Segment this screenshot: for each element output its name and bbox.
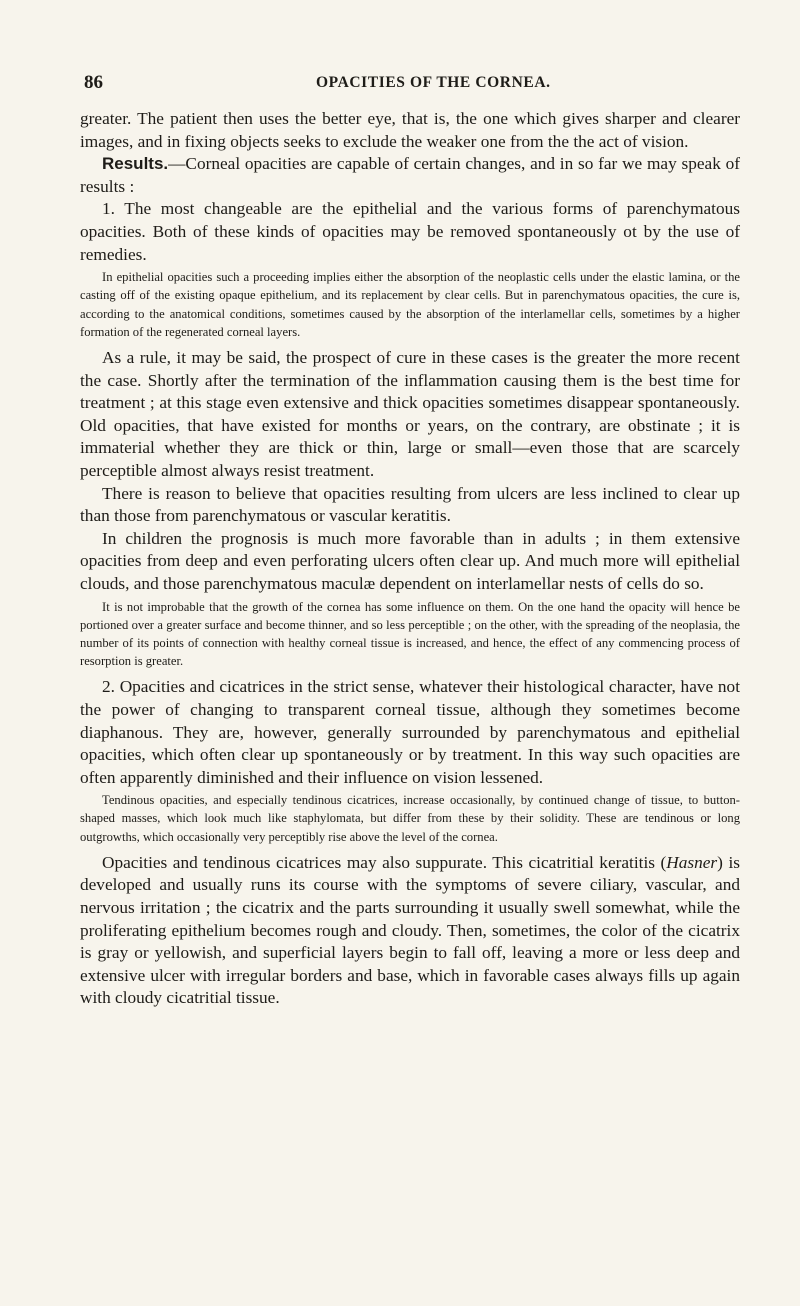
note-epithelial: In epithelial opacities such a proceeding implies either the absorption of the neoplastic cells under the elastic lamina, or the casting off of the existing opaque epithelium, and its replacement by clear cells. But in parenchymatous opacities, the cure is, according to the anatomical conditions, sometimes caused by the absorption of the interlamellar cells, sometimes by a higher formation of the regenerated corneal layers.: [80, 270, 740, 339]
results-heading: Results.: [102, 154, 169, 174]
suppurate-text-b: ) is developed and usually runs its course with the symptoms of severe ciliary, vascular, and nervous irritation ; the cicatrix and the parts surrounding it usually swell somewhat, while the proliferating epithelium becomes rough and cloudy. Then, sometimes, the color of the cicatrix is gray or yellowish, and superficial layers begin to fall off, leaving a more or less deep and extensive ulcer with irregular borders and base, which in favorable cases always fills up again with cloudy cicatritial tissue.: [80, 852, 740, 1008]
paragraph-results: [80, 153, 740, 198]
paragraph-ulcers: There is reason to believe that opacities resulting from ulcers are less inclined to clear up than those from parenchymatous or vascular keratitis.: [80, 483, 740, 526]
book-page: [80, 72, 740, 1010]
hasner-name: Hasner: [666, 852, 718, 872]
suppurate-text-a: Opacities and tendinous cicatrices may also suppurate. This cicatritial keratitis (: [102, 852, 667, 872]
running-title: OPACITIES OF THE CORNEA.: [316, 74, 551, 91]
paragraph-rule: As a rule, it may be said, the prospect of cure in these cases is the greater the more recent the case. Shortly after the termination of the inflammation causing them is the best time for treatment ; at this stage even extensive and thick opacities sometimes disappear spontaneously. Old opacities, that have existed for months or years, on the contrary, are obstinate ; it is immaterial whether they are thick or thin, large or small—even those that are scarcely perceptible almost always resist treatment.: [80, 347, 740, 480]
paragraph-cicatrices: 2. Opacities and cicatrices in the strict sense, whatever their histological character, have not the power of changing to transparent corneal tissue, although they sometimes become diaphanous. They are, however, generally surrounded by parenchymatous and epithelial opacities, which often clear up spontaneously or by treatment. In this way such opacities are often apparently diminished and their influence on vision lessened.: [80, 677, 740, 787]
page-number: 86: [84, 72, 103, 93]
running-header: [80, 72, 740, 108]
note-growth: It is not improbable that the growth of the cornea has some influence on them. On the one hand the opacity will hence be portioned over a greater surface and become thinner, and so less perceptible ; on the other, with the spreading of the neoplasia, the number of its points of connection with healthy corneal tissue is increased, and hence, the effect of any commencing process of resorption is greater.: [80, 599, 740, 669]
paragraph-suppurate: [80, 852, 740, 1010]
note-tendinous: Tendinous opacities, and especially tendinous cicatrices, increase occasionally, by continued change of tissue, to button-shaped masses, which look much like staphylomata, but differ from these by their solidity. These are tendinous or long outgrowths, which occasionally very perceptibly rise above the level of the cornea.: [80, 793, 740, 844]
paragraph-1: greater. The patient then uses the better eye, that is, the one which gives sharper and clearer images, and in fixing objects seeks to exclude the weaker one from the the act of vision.: [80, 109, 740, 151]
paragraph-changeable: 1. The most changeable are the epithelial and the various forms of parenchymatous opacities. Both of these kinds of opacities may be removed spontaneously ot by the use of remedies.: [80, 199, 740, 264]
paragraph-children: In children the prognosis is much more favorable than in adults ; in them extensive opacities from deep and even perforating ulcers often clear up. And much more will epithelial clouds, and those parenchymatous maculæ dependent on interlamellar nests of cells do so.: [80, 528, 740, 593]
results-text: —Corneal opacities are capable of certain changes, and in so far we may speak of results :: [80, 154, 740, 196]
